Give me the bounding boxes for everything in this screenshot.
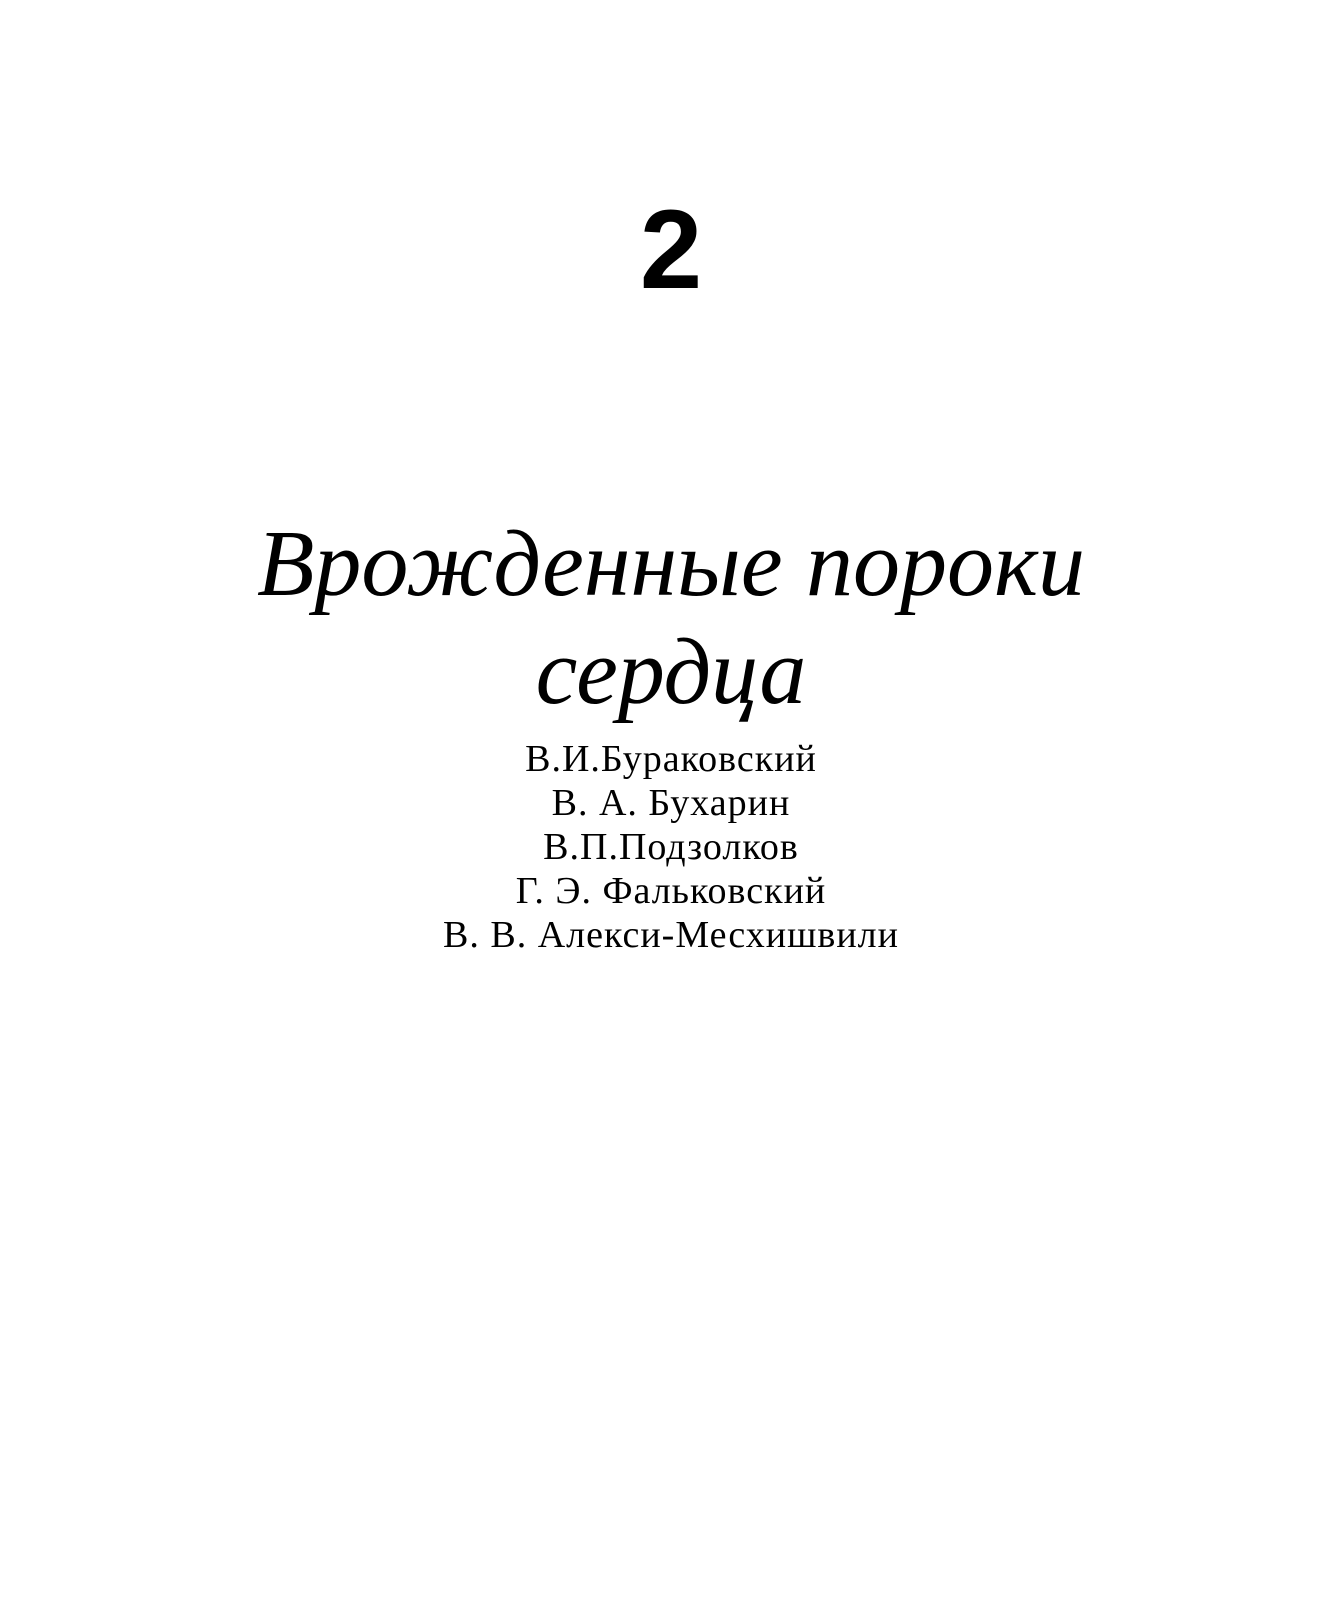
chapter-title-line-1: Врожденные пороки — [256, 512, 1086, 616]
chapter-title-line-2: сердца — [535, 620, 807, 724]
author-name: В.П.Подзолков — [543, 826, 799, 868]
chapter-number: 2 — [639, 187, 703, 312]
author-name: В. В. Алекси-Месхишвили — [443, 914, 899, 956]
author-name: В.И.Бураковский — [525, 738, 817, 780]
chapter-title — [0, 510, 1342, 726]
author-name: В. А. Бухарин — [551, 782, 791, 824]
author-name: Г. Э. Фальковский — [515, 870, 827, 912]
author-list — [0, 737, 1342, 957]
